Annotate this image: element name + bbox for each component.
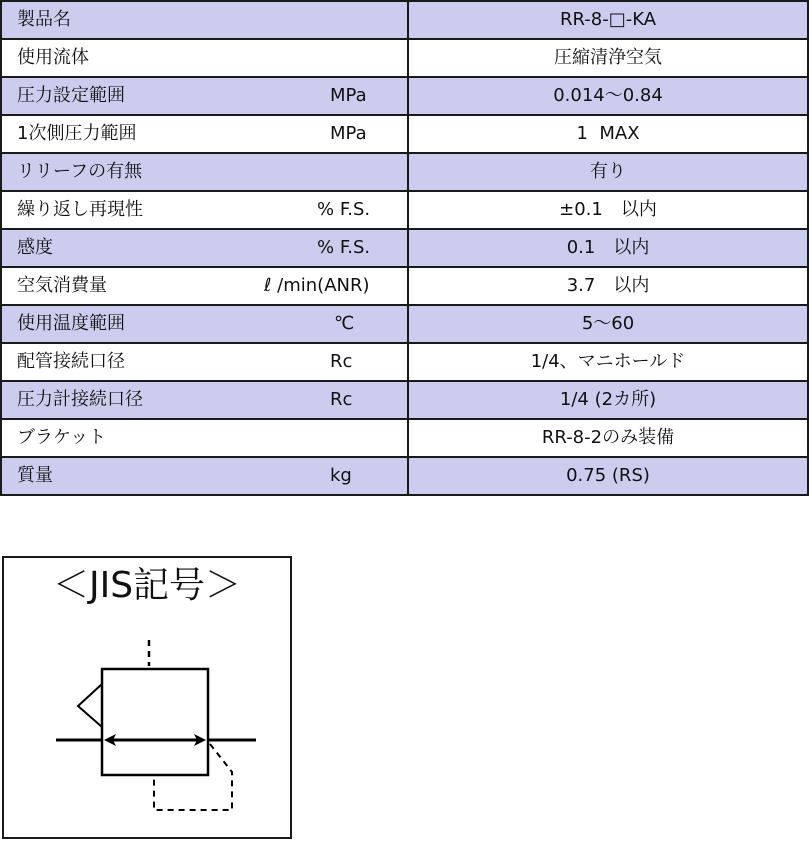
row-value: ±0.1 以内	[408, 191, 808, 229]
table-row-mass	[1, 457, 808, 495]
row-unit: Rc	[330, 389, 353, 410]
table-row-fluid	[1, 39, 808, 77]
row-unit: MPa	[330, 85, 367, 106]
table-row-pressure-setting-range	[1, 77, 808, 115]
table-row-relief	[1, 153, 808, 191]
row-value: 3.7 以内	[408, 267, 808, 305]
row-label: 圧力計接続口径	[17, 389, 143, 410]
row-unit: % F.S.	[317, 199, 371, 220]
pressure-regulator-relief-symbol-icon	[4, 558, 294, 841]
table-row-repeatability	[1, 191, 808, 229]
row-label-cell	[1, 267, 408, 305]
row-label: ブラケット	[17, 427, 107, 448]
row-label: 繰り返し再現性	[17, 199, 143, 220]
jis-symbol-title: ＜JIS記号＞	[52, 565, 242, 606]
row-label-cell	[1, 77, 408, 115]
row-label-cell	[1, 343, 408, 381]
row-label: 1次側圧力範囲	[17, 123, 137, 144]
table-row-temperature-range	[1, 305, 808, 343]
jis-symbol-box	[2, 556, 292, 839]
row-label: 圧力設定範囲	[17, 85, 125, 106]
table-row-bracket	[1, 419, 808, 457]
row-label: 配管接続口径	[17, 351, 125, 372]
row-value: 圧縮清浄空気	[408, 39, 808, 77]
row-value: 5～60	[408, 305, 808, 343]
table-row-air-consumption	[1, 267, 808, 305]
row-unit: % F.S.	[317, 237, 371, 258]
row-value: 有り	[408, 153, 808, 191]
row-label-cell	[1, 419, 408, 457]
table-row-gauge-port-size	[1, 381, 808, 419]
row-label-cell	[1, 1, 408, 39]
table-row-product-name	[1, 1, 808, 39]
row-label: 感度	[17, 237, 53, 258]
row-label: 使用流体	[17, 47, 89, 68]
row-unit: MPa	[330, 123, 367, 144]
row-label-cell	[1, 153, 408, 191]
row-label-cell	[1, 229, 408, 267]
table-row-primary-pressure-range	[1, 115, 808, 153]
row-label: 質量	[17, 465, 53, 486]
row-label-cell	[1, 457, 408, 495]
row-unit: ℃	[334, 313, 355, 334]
row-value: 1 MAX	[408, 115, 808, 153]
row-value: 1/4 (2カ所)	[408, 381, 808, 419]
row-value: 0.1 以内	[408, 229, 808, 267]
row-value: 1/4、マニホールド	[408, 343, 808, 381]
row-label: 使用温度範囲	[17, 313, 125, 334]
row-label-cell	[1, 305, 408, 343]
row-label-cell	[1, 39, 408, 77]
table-row-sensitivity	[1, 229, 808, 267]
row-value: RR-8-2のみ装備	[408, 419, 808, 457]
row-unit: ℓ /min(ANR)	[264, 275, 370, 296]
row-label: 製品名	[17, 9, 71, 30]
row-unit: kg	[330, 465, 352, 486]
row-label: リリーフの有無	[17, 161, 143, 182]
row-value: 0.75 (RS)	[408, 457, 808, 495]
row-value: 0.014～0.84	[408, 77, 808, 115]
row-value: RR-8-□-KA	[408, 1, 808, 39]
row-unit: Rc	[330, 351, 353, 372]
row-label-cell	[1, 381, 408, 419]
row-label: 空気消費量	[17, 275, 107, 296]
table-row-port-size	[1, 343, 808, 381]
row-label-cell	[1, 115, 408, 153]
row-label-cell	[1, 191, 408, 229]
